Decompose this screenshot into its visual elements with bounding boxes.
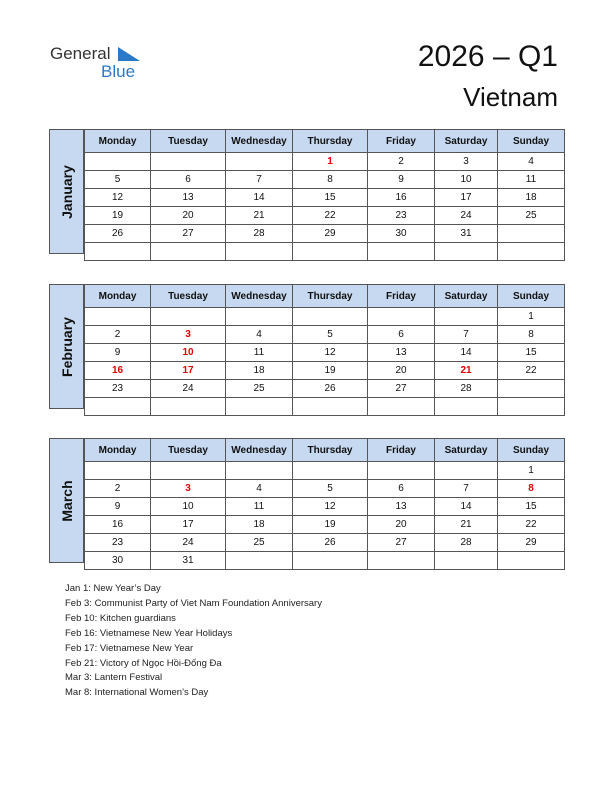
empty-day-cell bbox=[151, 243, 226, 261]
day-cell: 21 bbox=[435, 362, 498, 380]
empty-day-cell bbox=[293, 462, 368, 480]
empty-day-cell bbox=[435, 243, 498, 261]
day-cell: 3 bbox=[151, 326, 226, 344]
logo-text-general: General bbox=[50, 44, 111, 63]
day-cell: 6 bbox=[368, 480, 435, 498]
empty-day-cell bbox=[435, 462, 498, 480]
weekday-header: Wednesday bbox=[226, 130, 293, 153]
empty-day-cell bbox=[498, 398, 565, 416]
day-cell: 20 bbox=[151, 207, 226, 225]
empty-day-cell bbox=[498, 243, 565, 261]
month-name: January bbox=[58, 164, 75, 219]
week-row bbox=[85, 153, 565, 171]
generalblue-logo bbox=[50, 44, 150, 84]
empty-day-cell bbox=[85, 462, 151, 480]
day-cell: 25 bbox=[226, 380, 293, 398]
empty-day-cell bbox=[85, 153, 151, 171]
weekday-header-row bbox=[85, 285, 565, 308]
weekday-header: Tuesday bbox=[151, 130, 226, 153]
day-cell: 31 bbox=[435, 225, 498, 243]
day-cell: 12 bbox=[85, 189, 151, 207]
day-cell: 31 bbox=[151, 552, 226, 570]
day-cell: 30 bbox=[368, 225, 435, 243]
day-cell: 1 bbox=[293, 153, 368, 171]
holiday-item: Mar 8: International Women’s Day bbox=[65, 687, 209, 699]
empty-day-cell bbox=[226, 243, 293, 261]
week-row bbox=[85, 243, 565, 261]
day-cell: 19 bbox=[85, 207, 151, 225]
day-cell: 1 bbox=[498, 308, 565, 326]
week-row bbox=[85, 480, 565, 498]
month-label-box bbox=[49, 284, 84, 409]
holiday-item: Feb 3: Communist Party of Viet Nam Foundation Anniversary bbox=[65, 597, 322, 609]
day-cell: 4 bbox=[226, 480, 293, 498]
day-cell: 9 bbox=[85, 344, 151, 362]
empty-day-cell bbox=[85, 398, 151, 416]
weekday-header: Monday bbox=[85, 285, 151, 308]
empty-day-cell bbox=[293, 308, 368, 326]
day-cell: 24 bbox=[435, 207, 498, 225]
weekday-header: Thursday bbox=[293, 439, 368, 462]
day-cell: 3 bbox=[435, 153, 498, 171]
day-cell: 27 bbox=[151, 225, 226, 243]
day-cell: 11 bbox=[226, 344, 293, 362]
day-cell: 26 bbox=[293, 534, 368, 552]
day-cell: 5 bbox=[85, 171, 151, 189]
weekday-header: Saturday bbox=[435, 130, 498, 153]
day-cell: 17 bbox=[151, 516, 226, 534]
empty-day-cell bbox=[226, 462, 293, 480]
empty-day-cell bbox=[368, 552, 435, 570]
day-cell: 9 bbox=[85, 498, 151, 516]
day-cell: 30 bbox=[85, 552, 151, 570]
week-row bbox=[85, 552, 565, 570]
empty-day-cell bbox=[368, 398, 435, 416]
day-cell: 11 bbox=[498, 171, 565, 189]
weekday-header-row bbox=[85, 439, 565, 462]
day-cell: 12 bbox=[293, 344, 368, 362]
day-cell: 20 bbox=[368, 516, 435, 534]
day-cell: 10 bbox=[435, 171, 498, 189]
weekday-header: Wednesday bbox=[226, 285, 293, 308]
day-cell: 17 bbox=[435, 189, 498, 207]
day-cell: 10 bbox=[151, 344, 226, 362]
month-label-box bbox=[49, 129, 84, 254]
day-cell: 16 bbox=[85, 516, 151, 534]
empty-day-cell bbox=[293, 552, 368, 570]
weekday-header-row bbox=[85, 130, 565, 153]
day-cell: 16 bbox=[85, 362, 151, 380]
empty-day-cell bbox=[151, 153, 226, 171]
week-row bbox=[85, 326, 565, 344]
empty-day-cell bbox=[151, 398, 226, 416]
day-cell: 9 bbox=[368, 171, 435, 189]
week-row bbox=[85, 534, 565, 552]
day-cell: 27 bbox=[368, 534, 435, 552]
day-cell: 18 bbox=[226, 362, 293, 380]
day-cell: 4 bbox=[498, 153, 565, 171]
logo-text-blue: Blue bbox=[101, 62, 136, 81]
day-cell: 15 bbox=[498, 344, 565, 362]
day-cell: 10 bbox=[151, 498, 226, 516]
week-row bbox=[85, 207, 565, 225]
day-cell: 2 bbox=[85, 480, 151, 498]
empty-day-cell bbox=[435, 398, 498, 416]
day-cell: 13 bbox=[368, 344, 435, 362]
day-cell: 22 bbox=[498, 362, 565, 380]
weekday-header: Friday bbox=[368, 285, 435, 308]
day-cell: 19 bbox=[293, 516, 368, 534]
weekday-header: Sunday bbox=[498, 285, 565, 308]
day-cell: 18 bbox=[498, 189, 565, 207]
week-row bbox=[85, 171, 565, 189]
weekday-header: Sunday bbox=[498, 130, 565, 153]
month-calendar-march bbox=[49, 438, 564, 566]
country-name: Vietnam bbox=[463, 82, 558, 112]
week-row bbox=[85, 225, 565, 243]
week-row bbox=[85, 498, 565, 516]
day-cell: 2 bbox=[368, 153, 435, 171]
weekday-header: Sunday bbox=[498, 439, 565, 462]
day-cell: 29 bbox=[498, 534, 565, 552]
day-cell: 23 bbox=[368, 207, 435, 225]
day-cell: 7 bbox=[435, 480, 498, 498]
day-cell: 22 bbox=[293, 207, 368, 225]
empty-day-cell bbox=[226, 308, 293, 326]
empty-day-cell bbox=[151, 462, 226, 480]
empty-day-cell bbox=[226, 153, 293, 171]
empty-day-cell bbox=[293, 243, 368, 261]
week-row bbox=[85, 398, 565, 416]
weekday-header: Wednesday bbox=[226, 439, 293, 462]
empty-day-cell bbox=[293, 398, 368, 416]
week-row bbox=[85, 462, 565, 480]
day-cell: 20 bbox=[368, 362, 435, 380]
day-cell: 2 bbox=[85, 326, 151, 344]
weekday-header: Thursday bbox=[293, 285, 368, 308]
week-row bbox=[85, 380, 565, 398]
day-cell: 7 bbox=[226, 171, 293, 189]
month-calendar-february bbox=[49, 284, 564, 409]
day-cell: 6 bbox=[368, 326, 435, 344]
day-cell: 23 bbox=[85, 534, 151, 552]
day-cell: 24 bbox=[151, 380, 226, 398]
weekday-header: Tuesday bbox=[151, 439, 226, 462]
day-cell: 17 bbox=[151, 362, 226, 380]
weekday-header: Friday bbox=[368, 439, 435, 462]
day-cell: 26 bbox=[293, 380, 368, 398]
day-cell: 21 bbox=[435, 516, 498, 534]
day-cell: 15 bbox=[498, 498, 565, 516]
month-name: February bbox=[58, 316, 75, 377]
holiday-item: Feb 17: Vietnamese New Year bbox=[65, 642, 194, 654]
empty-day-cell bbox=[368, 308, 435, 326]
day-cell: 14 bbox=[226, 189, 293, 207]
day-cell: 1 bbox=[498, 462, 565, 480]
day-cell: 12 bbox=[293, 498, 368, 516]
empty-day-cell bbox=[85, 308, 151, 326]
week-row bbox=[85, 516, 565, 534]
month-grid bbox=[84, 284, 565, 416]
day-cell: 5 bbox=[293, 326, 368, 344]
day-cell: 13 bbox=[368, 498, 435, 516]
weekday-header: Friday bbox=[368, 130, 435, 153]
day-cell: 8 bbox=[498, 480, 565, 498]
day-cell: 8 bbox=[293, 171, 368, 189]
day-cell: 5 bbox=[293, 480, 368, 498]
day-cell: 4 bbox=[226, 326, 293, 344]
holiday-item: Feb 16: Vietnamese New Year Holidays bbox=[65, 627, 233, 639]
day-cell: 18 bbox=[226, 516, 293, 534]
month-grid bbox=[84, 438, 565, 570]
empty-day-cell bbox=[368, 462, 435, 480]
month-label-box bbox=[49, 438, 84, 563]
day-cell: 14 bbox=[435, 498, 498, 516]
month-calendar-january bbox=[49, 129, 564, 254]
logo-triangle-icon bbox=[118, 47, 140, 61]
day-cell: 16 bbox=[368, 189, 435, 207]
weekday-header: Monday bbox=[85, 439, 151, 462]
empty-day-cell bbox=[435, 552, 498, 570]
weekday-header: Tuesday bbox=[151, 285, 226, 308]
empty-day-cell bbox=[368, 243, 435, 261]
day-cell: 28 bbox=[435, 534, 498, 552]
empty-day-cell bbox=[85, 243, 151, 261]
holiday-item: Feb 21: Victory of Ngọc Hồi-Đống Đa bbox=[65, 657, 222, 669]
empty-day-cell bbox=[226, 398, 293, 416]
day-cell: 3 bbox=[151, 480, 226, 498]
holiday-item: Feb 10: Kitchen guardians bbox=[65, 612, 176, 624]
day-cell: 28 bbox=[226, 225, 293, 243]
week-row bbox=[85, 189, 565, 207]
day-cell: 24 bbox=[151, 534, 226, 552]
day-cell: 13 bbox=[151, 189, 226, 207]
day-cell: 19 bbox=[293, 362, 368, 380]
week-row bbox=[85, 308, 565, 326]
weekday-header: Saturday bbox=[435, 285, 498, 308]
empty-day-cell bbox=[435, 308, 498, 326]
day-cell: 14 bbox=[435, 344, 498, 362]
day-cell: 26 bbox=[85, 225, 151, 243]
day-cell: 23 bbox=[85, 380, 151, 398]
page-title: 2026 – Q1 bbox=[417, 40, 558, 73]
day-cell: 25 bbox=[226, 534, 293, 552]
day-cell: 21 bbox=[226, 207, 293, 225]
week-row bbox=[85, 362, 565, 380]
day-cell: 25 bbox=[498, 207, 565, 225]
month-grid bbox=[84, 129, 565, 261]
day-cell: 7 bbox=[435, 326, 498, 344]
empty-day-cell bbox=[498, 380, 565, 398]
empty-day-cell bbox=[151, 308, 226, 326]
day-cell: 11 bbox=[226, 498, 293, 516]
day-cell: 22 bbox=[498, 516, 565, 534]
holiday-list bbox=[65, 582, 322, 701]
day-cell: 28 bbox=[435, 380, 498, 398]
empty-day-cell bbox=[498, 552, 565, 570]
weekday-header: Thursday bbox=[293, 130, 368, 153]
weekday-header: Monday bbox=[85, 130, 151, 153]
weekday-header: Saturday bbox=[435, 439, 498, 462]
holiday-item: Jan 1: New Year’s Day bbox=[65, 583, 161, 594]
day-cell: 15 bbox=[293, 189, 368, 207]
holiday-item: Mar 3: Lantern Festival bbox=[65, 672, 163, 684]
day-cell: 27 bbox=[368, 380, 435, 398]
day-cell: 8 bbox=[498, 326, 565, 344]
month-name: March bbox=[58, 479, 75, 522]
day-cell: 6 bbox=[151, 171, 226, 189]
empty-day-cell bbox=[226, 552, 293, 570]
empty-day-cell bbox=[498, 225, 565, 243]
day-cell: 29 bbox=[293, 225, 368, 243]
week-row bbox=[85, 344, 565, 362]
